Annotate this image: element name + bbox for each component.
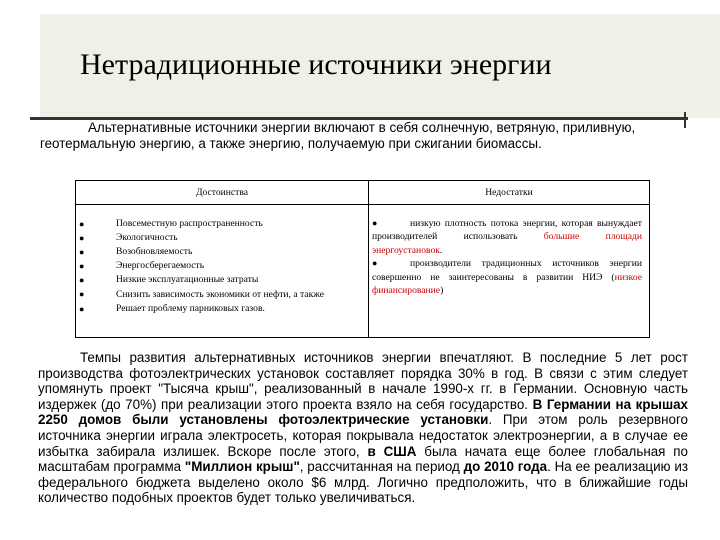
- divider-tick: [684, 112, 686, 128]
- comparison-table: [75, 180, 650, 338]
- list-item: ● Энергосберегаемость: [79, 260, 205, 271]
- bullet-icon: ●: [372, 258, 378, 269]
- bullet-icon: ●: [372, 218, 378, 228]
- emphasis-text: "Миллион крыш": [184, 459, 300, 475]
- disadvantages-text: ● низкую плотность потока энергии, которая вынуждает производителей использовать большие площади энергоустановок. ● производители традиционных источников энергии совершенно не заинтересованы в развитии НИЭ (низкое финансирование): [372, 218, 642, 297]
- slide-title: Нетрадиционные источники энергии: [80, 48, 552, 81]
- list-item: ● Экологичность: [79, 232, 178, 243]
- list-item: ● Снизить зависимость экономики от нефти, а также: [79, 289, 324, 300]
- list-item: ● Возобновляемость: [79, 246, 193, 257]
- header-advantages: Достоинства: [76, 181, 369, 205]
- disadvantages-cell: [369, 205, 650, 338]
- bullet-icon: ●: [79, 233, 85, 243]
- bullet-icon: ●: [79, 275, 85, 285]
- emphasis-text: до 2010 года: [463, 459, 548, 475]
- bullet-icon: ●: [79, 304, 85, 314]
- bullet-icon: ●: [79, 247, 85, 257]
- table-body-row: [76, 205, 650, 338]
- list-item: ● Повсеместную распространенность: [79, 218, 263, 229]
- body-paragraph: Темпы развития альтернативных источников энергии впечатляют. В последние 5 лет рост производства фотоэлектрических установок составляет порядка 30% в год. В связи с этим следует упомянуть проект "Тысяча крыш", реализованный в начале 1990-х гг. в Германии. Основную часть издержек (до 70%) при реализации этого проекта взяло на себя государство. В Германии на крышах 2250 домов были установлены фотоэлектрические установки. При этом роль резервного источника энергии играла электросеть, которая покрывала недостаток электроэнергии, а в случае ее избытка забирала излишек. Вскоре после этого, в США была начата еще более глобальная по масштабам программа "Миллион крыш", рассчитанная на период до 2010 года. На ее реализацию из федерального бюджета выделено около $6 млрд. Логично предположить, что в ближайшие годы количество подобных проектов будет только увеличиваться.: [38, 350, 689, 506]
- advantages-list: [77, 217, 367, 316]
- emphasis-text: в США: [367, 443, 417, 459]
- highlight-text: большие площади энергоустановок: [372, 231, 642, 256]
- bullet-icon: ●: [79, 289, 85, 299]
- table-header-row: [76, 181, 650, 205]
- emphasis-text: В Германии на крышах 2250 домов были установлены фотоэлектрические установки: [38, 396, 688, 428]
- list-item: ● Решает проблему парниковых газов.: [79, 303, 265, 314]
- advantages-cell: [76, 205, 369, 338]
- list-item: ● Низкие эксплуатационные затраты: [79, 274, 259, 285]
- bullet-icon: ●: [79, 261, 85, 271]
- bullet-icon: ●: [79, 219, 85, 229]
- highlight-text: низкое финансирование: [372, 271, 642, 297]
- intro-paragraph: Альтернативные источники энергии включают в себя солнечную, ветряную, приливную, геотермальную энергию, а также энергию, получаемую при сжигании биомассы.: [40, 120, 636, 151]
- header-disadvantages: Недостатки: [369, 181, 650, 205]
